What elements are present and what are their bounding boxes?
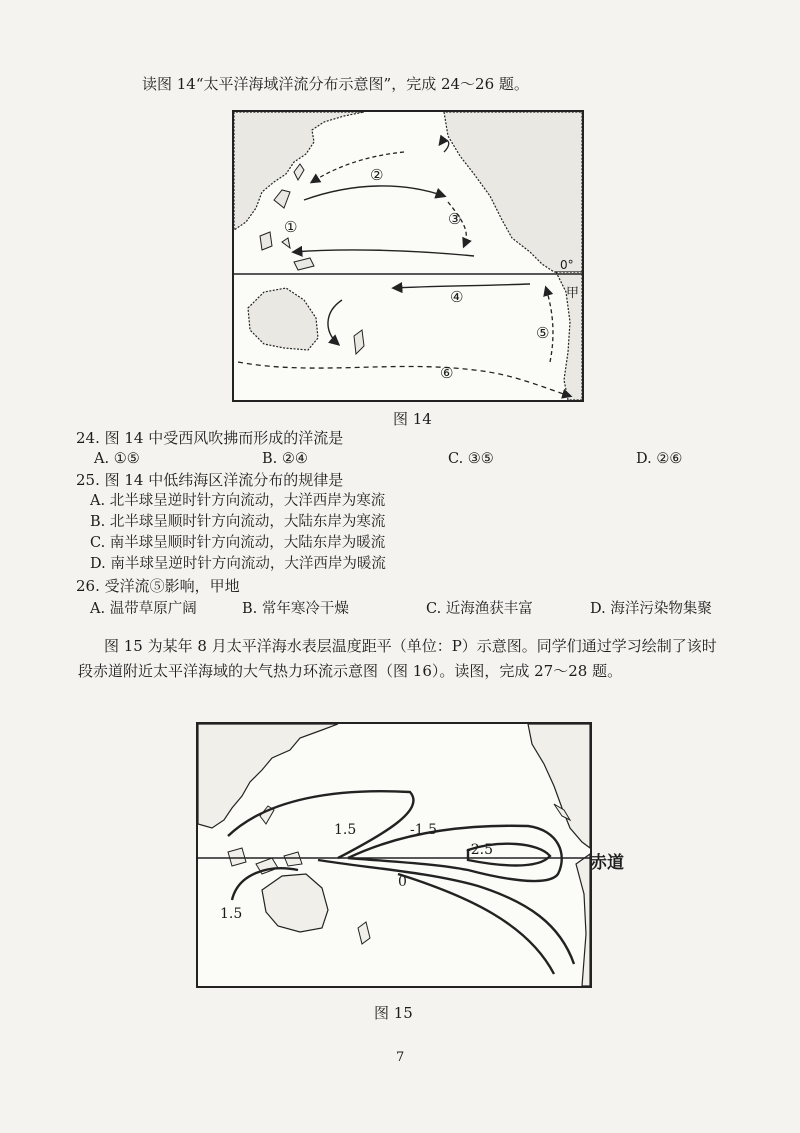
isoline-1-5-north: [228, 791, 413, 858]
fig14-caption: 图 14: [393, 410, 432, 428]
current-alaska-arrow: [440, 140, 449, 152]
current-label-4: ④: [450, 288, 464, 306]
fig15-sst-anomaly-map: [196, 722, 592, 988]
isoline-outer-south: [398, 874, 554, 974]
current-2-upper-dashed: [312, 152, 404, 182]
current-label-6: ⑥: [440, 364, 454, 382]
fig15-australia: [262, 874, 328, 932]
current-label-5: ⑤: [536, 324, 550, 342]
fig15-north-america: [528, 724, 590, 848]
q25-option-d: D. 南半球呈逆时针方向流动，大洋西岸为暖流: [90, 556, 386, 572]
question-24-stem: 24. 图 14 中受西风吹拂而形成的洋流是: [76, 429, 344, 447]
fig14-equator-label: 0°: [560, 258, 574, 272]
fig14-map-drawing: [234, 112, 582, 400]
fig15-south-america: [576, 854, 590, 986]
q25-option-b: B. 北半球呈顺时针方向流动，大陆东岸为寒流: [90, 514, 386, 530]
new-zealand: [354, 330, 364, 354]
isoline-label-5: 1.5: [220, 906, 243, 922]
isoline-label-2: -1.5: [410, 822, 437, 838]
q25-option-a: A. 北半球呈逆时针方向流动，大洋西岸为寒流: [90, 493, 386, 509]
current-label-1: ①: [284, 218, 298, 236]
page-number: 7: [396, 1050, 405, 1065]
fig15-equator-label: 赤道: [590, 853, 624, 873]
isoline-label-3: -2.5: [466, 842, 493, 858]
current-2-arrow: [304, 186, 444, 200]
fig15-caption: 图 15: [374, 1004, 413, 1022]
australia: [248, 288, 318, 350]
current-label-2: ②: [370, 166, 384, 184]
current-6-arrow: [238, 362, 570, 396]
q26-option-a: A. 温带草原广阔: [90, 601, 197, 617]
q24-option-b: B. ②④: [262, 451, 308, 467]
isoline-label-1: 1.5: [334, 822, 357, 838]
current-east-australia-arrow: [328, 300, 342, 344]
place-jia-label: 甲: [566, 286, 580, 301]
question-25-stem: 25. 图 14 中低纬海区洋流分布的规律是: [76, 471, 344, 489]
q24-option-a: A. ①⑤: [94, 451, 140, 467]
fig15-intro-paragraph: 图 15 为某年 8 月太平洋海水表层温度距平（单位：P）示意图。同学们通过学习绘制了该时段赤道附近太平洋海域的大气热力环流示意图（图 16）。读图，完成 27～28 题。: [78, 637, 717, 680]
question-26-stem: 26. 受洋流⑤影响，甲地: [76, 577, 240, 595]
q26-option-d: D. 海洋污染物集聚: [590, 601, 712, 617]
q26-option-b: B. 常年寒冷干燥: [242, 601, 349, 617]
north-america-coast: [444, 112, 582, 272]
fig14-ocean-current-map: [232, 110, 584, 402]
q25-option-c: C. 南半球呈顺时针方向流动，大陆东岸为暖流: [90, 535, 386, 551]
current-label-3: ③: [448, 210, 462, 228]
q24-option-d: D. ②⑥: [636, 451, 683, 467]
fig15-map-drawing: [198, 724, 590, 986]
isoline-label-4: 0: [398, 874, 407, 890]
fig15-new-zealand: [358, 922, 370, 944]
current-1-arrow: [294, 250, 474, 256]
fig14-intro: 读图 14“太平洋海域洋流分布示意图”，完成 24～26 题。: [142, 75, 529, 93]
q24-option-c: C. ③⑤: [448, 451, 494, 467]
q26-option-c: C. 近海渔获丰富: [426, 601, 533, 617]
